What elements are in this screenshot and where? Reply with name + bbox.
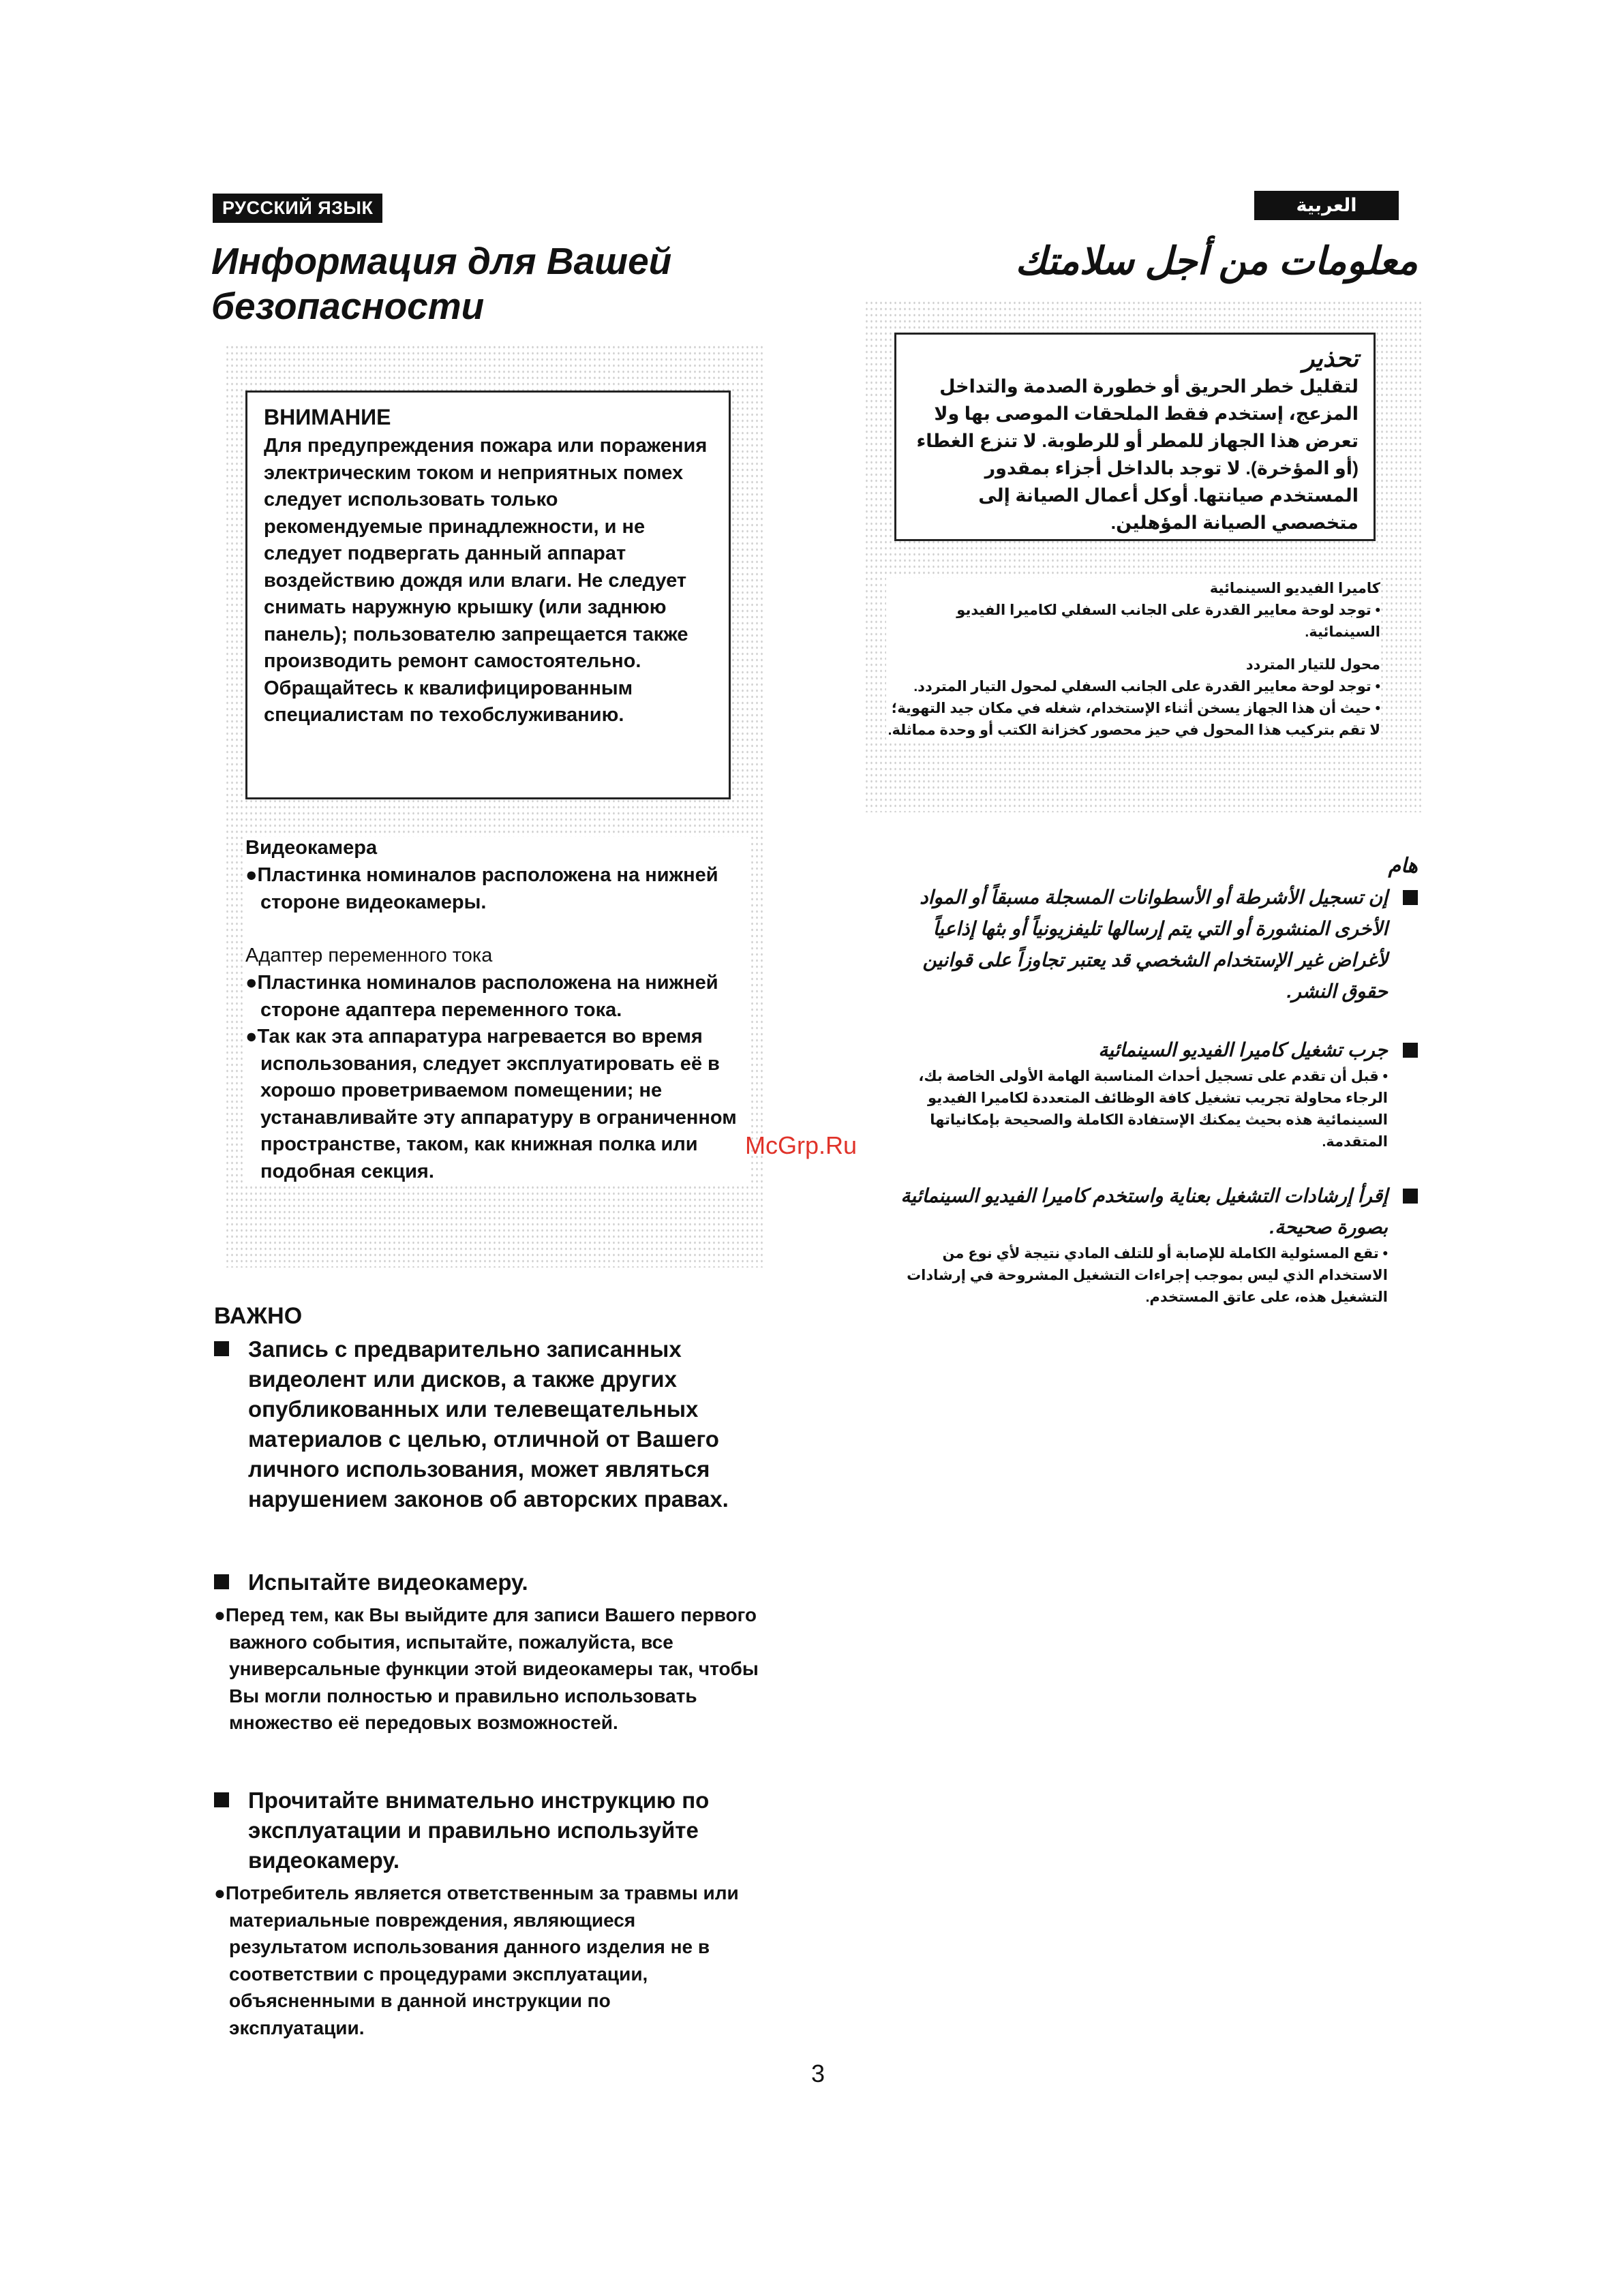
russian-important-item-2 [214,1567,766,1736]
arabic-important-heading: هام [1388,855,1418,877]
russian-language-tag: РУССКИЙ ЯЗЫК [213,194,382,223]
arabic-adapter-note-1: • توجد لوحة معايير القدرة على الجانب السفلي لمحول التيار المتردد. [913,679,1380,694]
square-bullet-icon [1403,1189,1418,1204]
russian-camera-note: ●Пластинка номиналов расположена на нижней стороне видеокамеры. [245,864,718,913]
russian-warning-text: Для предупреждения пожара или поражения электрическим током и неприятных помех следует использовать только рекомендуемые принадлежности, и не следует подвергать данный аппарат воздействию дождя или влаги. Не следует снимать наружную крышку (или заднюю панель); пользователю запрещается также производить ремонт самостоятельно. Обращайтесь к квалифицированным специалистам по техобслуживанию. [264,435,708,726]
square-bullet-icon [214,1792,229,1807]
arabic-camera-heading: كاميرا الفيديو السينمائية [1209,581,1380,596]
arabic-important-item-2 [886,1035,1418,1066]
arabic-important-item-3-note: • تقع المسئولية الكاملة للإصابة أو للتلف المادي نتيجة لأي نوع من الاستخدام الذي ليس بموجب إجراءات التشغيل المشروحة في إرشادات التشغيل هذه، على عاتق المستخدم. [907,1246,1388,1305]
russian-title-line-1: Информация для Вашей [211,240,672,282]
page-number: 3 [811,2060,825,2087]
russian-warning-box [245,391,731,799]
arabic-warning-box [894,333,1376,541]
russian-important-item-3-note: ●Потребитель является ответственным за травмы или материальные повреждения, являющиеся результатом использования данного изделия не в соответствии с процедурами эксплуатации, объясненными в данной инструкции по эксплуатации. [214,1882,739,2038]
russian-adapter-note-2: ●Так как эта аппаратура нагревается во время использования, следует эксплуатировать её в хорошо проветриваемом помещении; не устанавливайте эту аппаратуру в ограниченном пространстве, таком, как книжная полка или подобная секция. [245,1026,737,1182]
russian-adapter-heading: Адаптер переменного тока [245,945,493,966]
arabic-important-item-2-note: • قبل أن تقدم على تسجيل أحداث المناسبة الهامة الأولى الخاصة بك، الرجاء محاولة تجريب تشغيل كافة الوظائف المتعددة لكاميرا الفيديو السينمائية هذه بحيث يمكنك الإستفادة الكاملة والصحيحة بإمكانياتها المتقدمة. [918,1069,1388,1150]
arabic-warning-text: لتقليل خطر الحريق أو خطورة الصدمة والتداخل المزعج، إستخدم فقط الملحقات الموصى بها ولا تعرض هذا الجهاز للمطر أو للرطوبة. لا تنزع الغطاء (أو المؤخرة). لا توجد بالداخل أجزاء بمقدور المستخدم صيانتها. أوكل أعمال الصيانة إلى متخصصي الصيانة المؤهلين. [916,376,1359,533]
arabic-warning-title: تحذير [1302,344,1359,372]
russian-adapter-note-1: ●Пластинка номиналов расположена на нижней стороне адаптера переменного тока. [245,972,718,1021]
arabic-important-item-3 [886,1180,1418,1243]
arabic-important-section [886,851,1418,1308]
arabic-language-tag: العربية [1254,191,1399,220]
russian-camera-heading: Видеокамера [245,837,378,859]
square-bullet-icon [214,1574,229,1589]
arabic-equipment-notes [886,578,1380,741]
russian-important-item-1 [214,1334,766,1514]
square-bullet-icon [1403,890,1418,905]
russian-important-heading: ВАЖНО [214,1303,303,1329]
arabic-important-item-1 [886,882,1418,1007]
russian-important-item-3-title: Прочитайте внимательно инструкцию по эксплуатации и правильно используйте видеокамеру. [248,1788,710,1873]
russian-warning-title: ВНИМАНИЕ [264,405,391,429]
russian-page-title [211,239,770,328]
arabic-important-item-3-title: إقرأ إرشادات التشغيل بعناية واستخدم كاميرا الفيديو السينمائية بصورة صحيحة. [900,1185,1388,1238]
arabic-adapter-note-2: • حيث أن هذا الجهاز يسخن أثناء الإستخدام، شغله في مكان جيد التهوية؛ لا تقم بتركيب هذا المحول في حيز محصور كخزانة الكتب أو وحدة مماثلة. [888,701,1380,738]
russian-equipment-notes [245,837,750,1185]
arabic-camera-note: • توجد لوحة معايير القدرة على الجانب السفلي لكاميرا الفيديو السينمائية. [956,602,1380,640]
arabic-important-item-2-title: جرب تشغيل كاميرا الفيديو السينمائية [1098,1039,1388,1060]
arabic-adapter-heading: محول للتيار المتردد [1245,657,1380,673]
watermark-text: McGrp.Ru [745,1131,858,1159]
russian-title-line-2: безопасности [211,285,485,327]
square-bullet-icon [214,1341,229,1356]
arabic-page-title: معلومات من أجل سلامتك [1015,239,1418,282]
square-bullet-icon [1403,1043,1418,1058]
arabic-important-item-1-text: إن تسجيل الأشرطة أو الأسطوانات المسجلة مسبقاً أو المواد الأخرى المنشورة أو التي يتم إرسالها تليفزيونياً أو بثها إذاعياً لأغراض غير الإستخدام الشخصي قد يعتبر تجاوزاً على قوانين حقوق النشر. [920,887,1388,1002]
russian-important-item-2-note: ●Перед тем, как Вы выйдите для записи Вашего первого важного события, испытайте, пожалуйста, все универсальные функции этой видеокамеры так, чтобы Вы могли полностью и правильно использовать множество её передовых возможностей. [214,1604,759,1733]
russian-important-item-3 [214,1786,766,2041]
russian-important-item-2-title: Испытайте видеокамеру. [248,1570,528,1595]
russian-important-item-1-text: Запись с предварительно записанных видеолент или дисков, а также других опубликованных или телевещательных материалов с целью, отличной от Вашего личного использования, может являться нарушением законов об авторских правах. [248,1336,729,1512]
